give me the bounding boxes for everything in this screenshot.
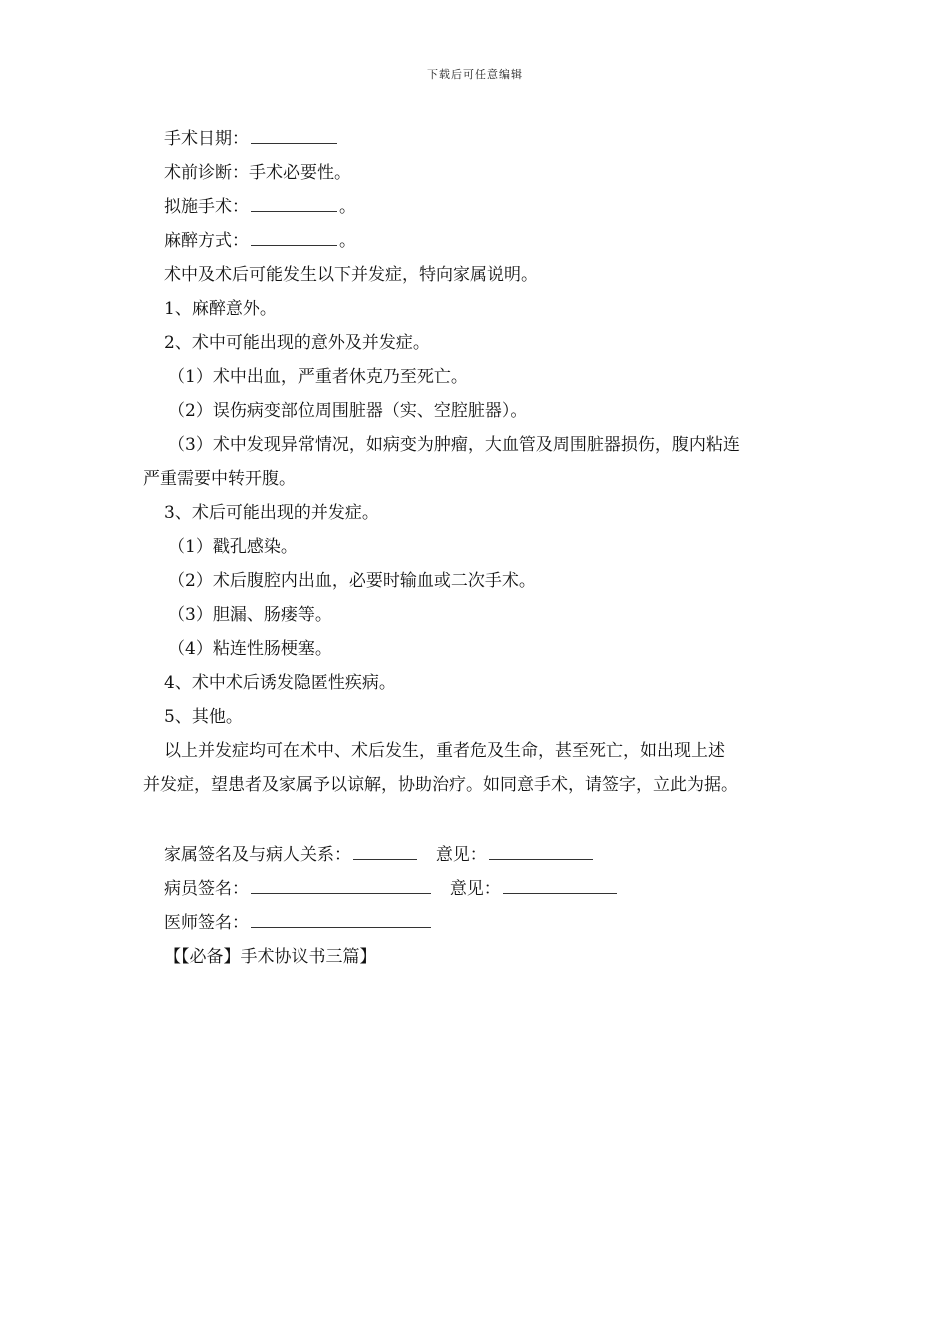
list-item-5: 5、其他。 <box>164 707 243 727</box>
surgery-date-line <box>143 122 823 156</box>
list-item-3-4: （4）粘连性肠梗塞。 <box>168 639 332 659</box>
footer-title: 【【必备】手术协议书三篇】 <box>164 947 377 967</box>
planned-surgery-label: 拟施手术： <box>164 197 249 217</box>
surgery-date-field[interactable] <box>251 125 337 144</box>
patient-opinion-field[interactable] <box>503 875 617 894</box>
patient-signature-line <box>143 872 823 906</box>
list-item-1: 1、麻醉意外。 <box>164 299 277 319</box>
document-body <box>143 122 823 974</box>
anesthesia-line <box>143 224 823 258</box>
anesthesia-label: 麻醉方式： <box>164 231 249 251</box>
list-item-3-1: （1）戳孔感染。 <box>168 537 298 557</box>
list-item-2: 2、术中可能出现的意外及并发症。 <box>164 333 430 353</box>
anesthesia-field[interactable] <box>251 227 337 246</box>
planned-surgery-period: 。 <box>339 197 356 217</box>
patient-opinion-label: 意见： <box>449 879 501 899</box>
list-item-3-3: （3）胆漏、肠瘘等。 <box>168 605 332 625</box>
family-signature-line <box>143 838 823 872</box>
doctor-signature-field[interactable] <box>251 909 431 928</box>
closing-paragraph-cont: 并发症，望患者及家属予以谅解，协助治疗。如同意手术，请签字，立此为据。 <box>143 775 738 795</box>
family-signature-field[interactable] <box>353 841 417 860</box>
list-item-2-3-cont: 严重需要中转开腹。 <box>143 469 296 489</box>
planned-surgery-line <box>143 190 823 224</box>
family-opinion-label: 意见： <box>435 845 487 865</box>
doctor-signature-line <box>143 906 823 940</box>
list-item-4: 4、术中术后诱发隐匿性疾病。 <box>164 673 396 693</box>
planned-surgery-field[interactable] <box>251 193 337 212</box>
list-item-3: 3、术后可能出现的并发症。 <box>164 503 379 523</box>
list-item-2-3-first: （3）术中发现异常情况，如病变为肿瘤，大血管及周围脏器损伤，腹内粘连 <box>168 435 740 455</box>
list-item-2-1: （1）术中出血，严重者休克乃至死亡。 <box>168 367 468 387</box>
family-opinion-field[interactable] <box>489 841 593 860</box>
patient-signature-label: 病员签名： <box>164 879 249 899</box>
page-header-note: 下载后可任意编辑 <box>427 68 523 81</box>
spacer <box>143 802 823 838</box>
complications-intro: 术中及术后可能发生以下并发症，特向家属说明。 <box>164 265 538 285</box>
list-item-2-2: （2）误伤病变部位周围脏器（实、空腔脏器）。 <box>168 401 528 421</box>
list-item-3-2: （2）术后腹腔内出血，必要时输血或二次手术。 <box>168 571 536 591</box>
patient-signature-field[interactable] <box>251 875 431 894</box>
closing-paragraph-first: 以上并发症均可在术中、术后发生，重者危及生命，甚至死亡，如出现上述 <box>164 741 725 761</box>
surgery-date-label: 手术日期： <box>164 129 249 149</box>
anesthesia-period: 。 <box>339 231 356 251</box>
preop-diagnosis-line: 术前诊断：手术必要性。 <box>164 163 351 183</box>
doctor-signature-label: 医师签名： <box>164 913 249 933</box>
family-signature-label: 家属签名及与病人关系： <box>164 845 351 865</box>
